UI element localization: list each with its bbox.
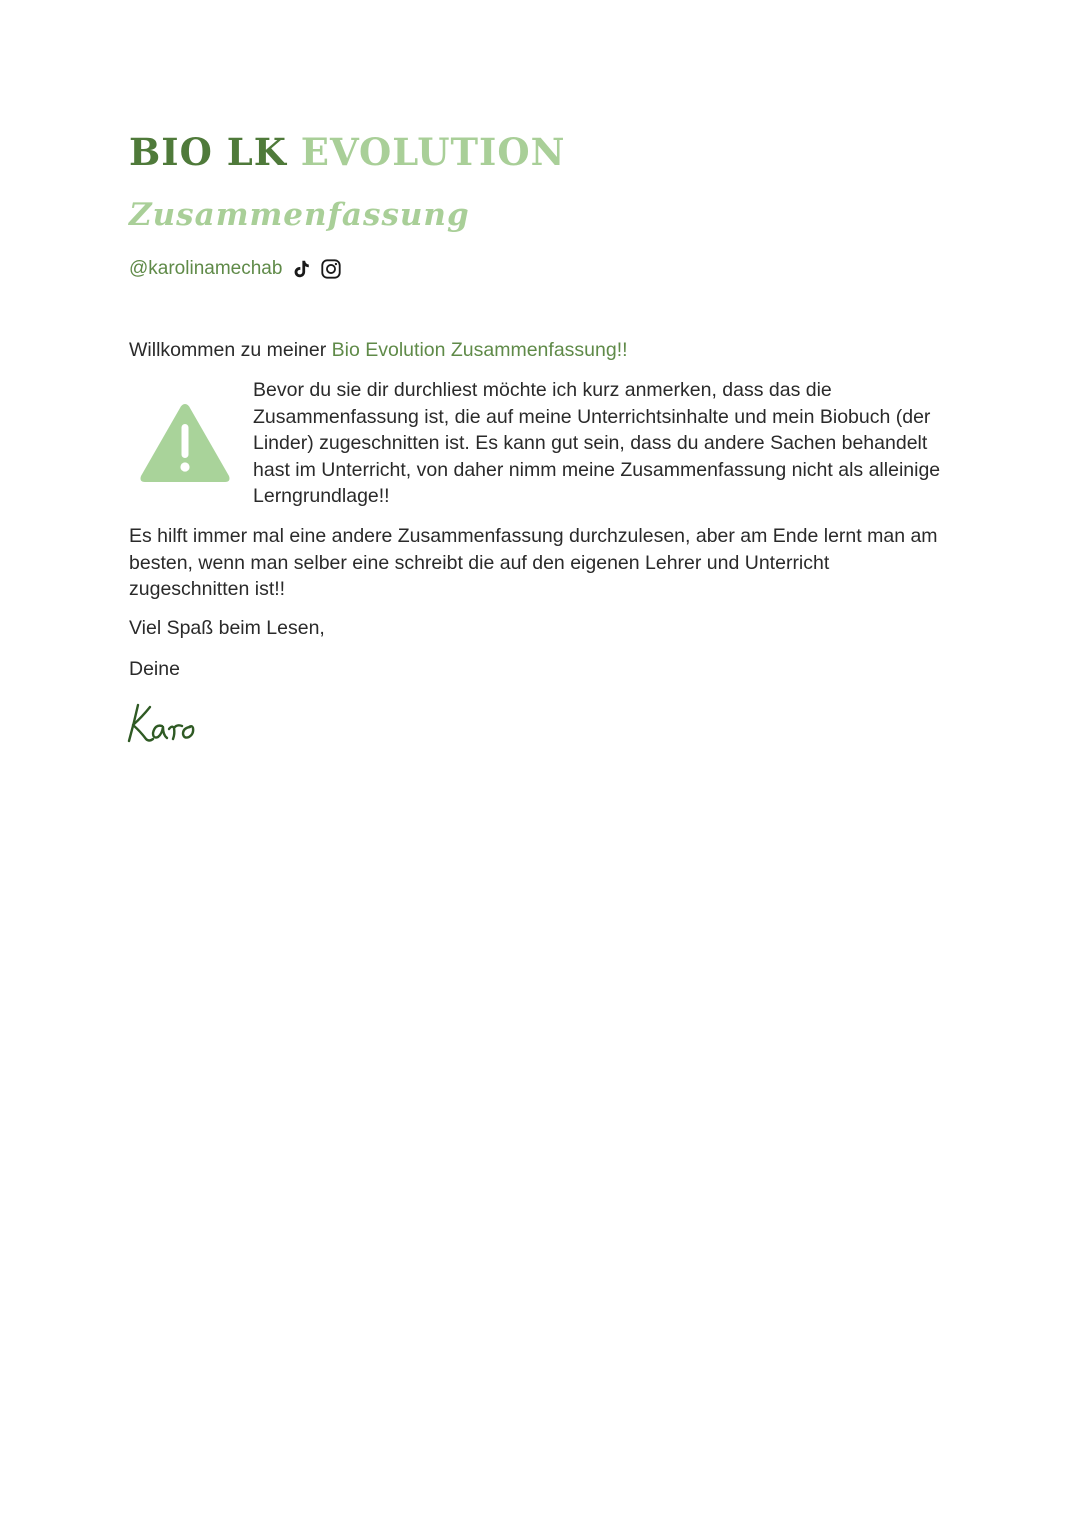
title-evolution: EVOLUTION (300, 130, 566, 174)
author-handle: @karolinamechab (129, 258, 283, 279)
signature (124, 701, 204, 747)
warning-icon (137, 400, 233, 486)
title-bio-lk: BIO LK (129, 130, 287, 174)
closing-line: Viel Spaß beim Lesen, (129, 617, 325, 639)
notice-text: Bevor du sie dir durchliest möchte ich kurz anmerken, dass das die Zusammenfassung ist, die auf meine Unterrichtsinhalte und mein Biobuch (der Linder) zugeschnitten ist. Es kann gut sein, dass du andere Sachen behandelt hast im Unterricht, von daher nimm meine Zusammenfassung nicht als alleinige Lerngrundlage!! (253, 379, 941, 507)
sign-off: Deine (129, 658, 180, 680)
welcome-prefix: Willkommen zu meiner (129, 339, 332, 361)
tiktok-icon (290, 258, 312, 280)
advice-paragraph: Es hilft immer mal eine andere Zusammenfassung durchzulesen, aber am Ende lernt man am besten, wenn man selber eine schreibt die auf den eigenen Lehrer und Unterricht zugeschnitten ist!! (129, 525, 938, 600)
social-row (129, 256, 342, 282)
welcome-line (129, 337, 949, 364)
page-subtitle: Zusammenfassung (129, 197, 470, 233)
page-title (129, 128, 565, 176)
welcome-suffix: !! (616, 339, 628, 361)
welcome-highlight: Bio Evolution Zusammenfassung (331, 339, 617, 361)
instagram-icon (320, 258, 342, 280)
